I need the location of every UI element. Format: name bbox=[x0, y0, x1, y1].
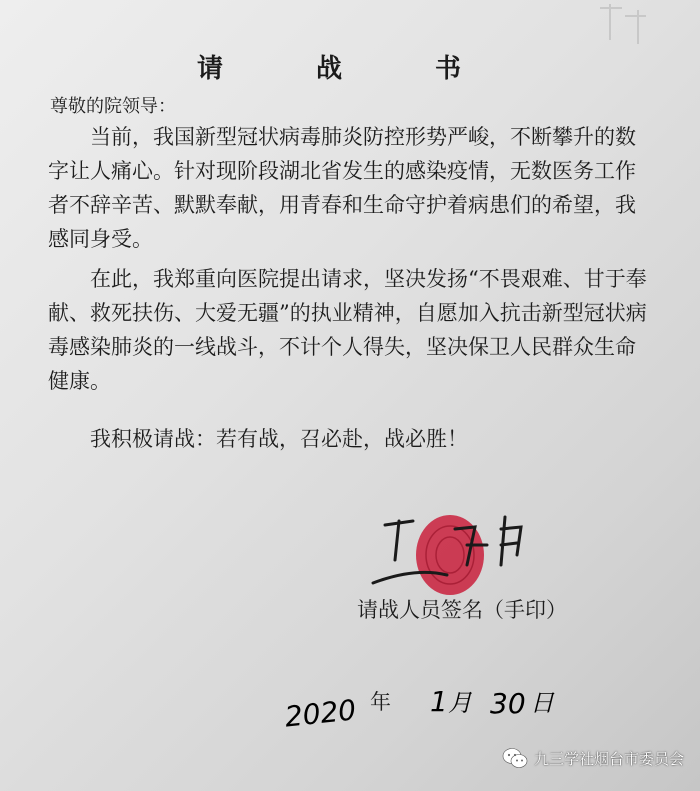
handwritten-date bbox=[280, 675, 600, 735]
date-month-suffix: 月 bbox=[448, 689, 472, 717]
watermark-text: 九三学社烟台市委员会 bbox=[533, 749, 684, 768]
date-year: 2020 bbox=[283, 693, 358, 734]
paragraph-1: 当前，我国新型冠状病毒肺炎防控形势严峻，不断攀升的数字让人痛心。针对现阶段湖北省发生的感染疫情，无数医务工作者不辞辛苦、默默奉献，用青春和生命守护着病患们的希望，我感同身受。 bbox=[48, 125, 636, 251]
document-title: 请 战 书 bbox=[196, 54, 504, 84]
paragraph-2: 在此，我郑重向医院提出请求，坚决发扬“不畏艰难、甘于奉献、救死扶伤、大爱无疆”的执业精神，自愿加入抗击新型冠状病毒感染肺炎的一线战斗，不计个人得失，坚决保卫人民群众生命健康。 bbox=[48, 267, 647, 393]
signature-label: 请战人员签名（手印） bbox=[357, 598, 567, 622]
watermark bbox=[502, 747, 684, 769]
salutation: 尊敬的院领导： bbox=[50, 96, 176, 117]
date-day: 30 bbox=[490, 687, 526, 720]
date-year-suffix: 年 bbox=[370, 690, 391, 714]
wechat-icon bbox=[502, 747, 528, 769]
date-month: 1 bbox=[430, 685, 448, 718]
paragraph-3: 我积极请战：若有战，召必赴，战必胜！ bbox=[90, 427, 468, 451]
signature-with-fingerprint bbox=[355, 505, 545, 600]
date-day-suffix: 日 bbox=[530, 689, 554, 717]
